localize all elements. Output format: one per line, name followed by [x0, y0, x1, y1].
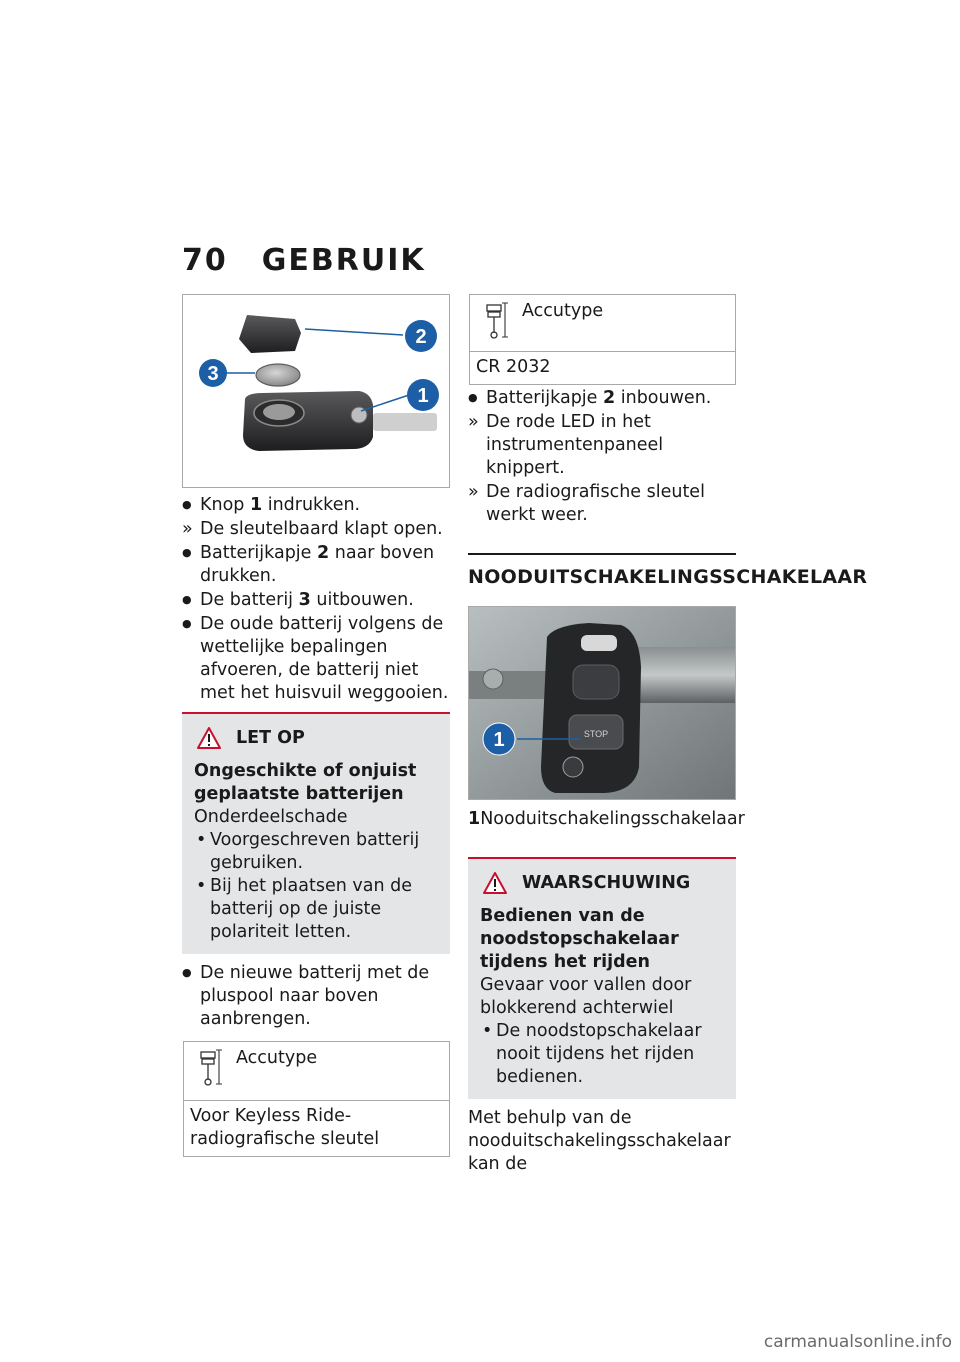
instruction-list: [468, 387, 736, 527]
list-item: • De noodstopschakelaar nooit tijdens het rijden bedienen.: [480, 1020, 724, 1089]
notice-title: WAARSCHUWING: [522, 872, 691, 893]
callout-1: [483, 723, 515, 755]
callout-1-label: 1: [493, 729, 505, 751]
callout-2-label: 2: [415, 326, 427, 348]
notice-bullets: [480, 1020, 724, 1089]
battery-spec-icon: [484, 299, 508, 341]
list-item: • Voorgeschreven batterij gebruiken.: [194, 829, 438, 875]
instruction-list-continued: [182, 962, 450, 1031]
spec-value: Voor Keyless Ride-radiografische sleutel: [190, 1106, 380, 1149]
page-number: 70: [182, 243, 228, 278]
battery-spec-table: [469, 294, 736, 385]
page-title: GEBRUIK: [261, 243, 426, 278]
list-item: ● Batterijkapje 2 naar boven drukken.: [182, 542, 450, 588]
warning-notice: [468, 857, 736, 1099]
body-paragraph: Met behulp van de nooduitschakelingsschakelaar kan de: [468, 1108, 731, 1174]
list-item: ● De oude batterij volgens de wettelijke bepalingen afvoeren, de batterij niet met het huisvuil weggooien.: [182, 613, 450, 705]
section-title: NOODUITSCHAKELINGSSCHAKELAAR: [468, 566, 868, 588]
spec-label: Accutype: [522, 301, 604, 321]
list-item: » De sleutelbaard klapt open.: [182, 518, 450, 541]
list-item: • Bij het plaatsen van de batterij op de juiste polariteit letten.: [194, 875, 438, 944]
battery-cover-shape: [239, 315, 301, 353]
legend-text: Nooduitschakelingsschakelaar: [480, 809, 745, 829]
list-item: ● Knop 1 indrukken.: [182, 494, 450, 517]
warning-triangle-icon: [196, 726, 222, 750]
callout-1-label: 1: [417, 385, 429, 407]
warning-triangle-icon: [482, 871, 508, 895]
list-item: » De rode LED in het instrumentenpaneel knippert.: [468, 411, 736, 480]
list-item: ● De nieuwe batterij met de pluspool naar boven aanbrengen.: [182, 962, 450, 1031]
section-divider: [468, 553, 736, 555]
callout-3-label: 3: [207, 363, 219, 385]
list-item: ● De batterij 3 uitbouwen.: [182, 589, 450, 612]
callout-1: [407, 379, 439, 411]
callout-2: [405, 320, 437, 352]
figure-legend: [468, 808, 745, 831]
kill-switch-photo: [469, 607, 735, 799]
notice-subtitle: Bedienen van de noodstopschakelaar tijdens het rijden: [480, 906, 679, 972]
list-item: ● Batterijkapje 2 inbouwen.: [468, 387, 736, 410]
spec-value: CR 2032: [476, 357, 551, 377]
notice-subtitle: Ongeschikte of onjuist geplaatste batterijen: [194, 761, 417, 804]
watermark: carmanualsonline.info: [763, 1332, 952, 1352]
key-battery-illustration: [183, 295, 449, 487]
caution-notice: [182, 712, 450, 954]
notice-title: LET OP: [236, 727, 305, 748]
coin-cell-shape: [256, 364, 300, 386]
spec-label: Accutype: [236, 1048, 318, 1068]
notice-consequence: Onderdeelschade: [194, 807, 348, 827]
page-header: [182, 243, 426, 278]
stop-label: STOP: [583, 729, 609, 739]
instruction-list: [182, 494, 450, 705]
battery-spec-table: [183, 1041, 450, 1157]
right-column: [468, 294, 868, 1176]
battery-spec-icon: [198, 1046, 222, 1088]
notice-bullets: [194, 829, 438, 944]
list-item: » De radiografische sleutel werkt weer.: [468, 481, 736, 527]
legend-number: 1: [468, 809, 481, 829]
left-column: [182, 294, 450, 1157]
kill-switch-figure: [468, 606, 736, 800]
key-battery-figure: [182, 294, 450, 488]
callout-3: [199, 359, 227, 387]
notice-consequence: Gevaar voor vallen door blokkerend achterwiel: [480, 975, 692, 1018]
